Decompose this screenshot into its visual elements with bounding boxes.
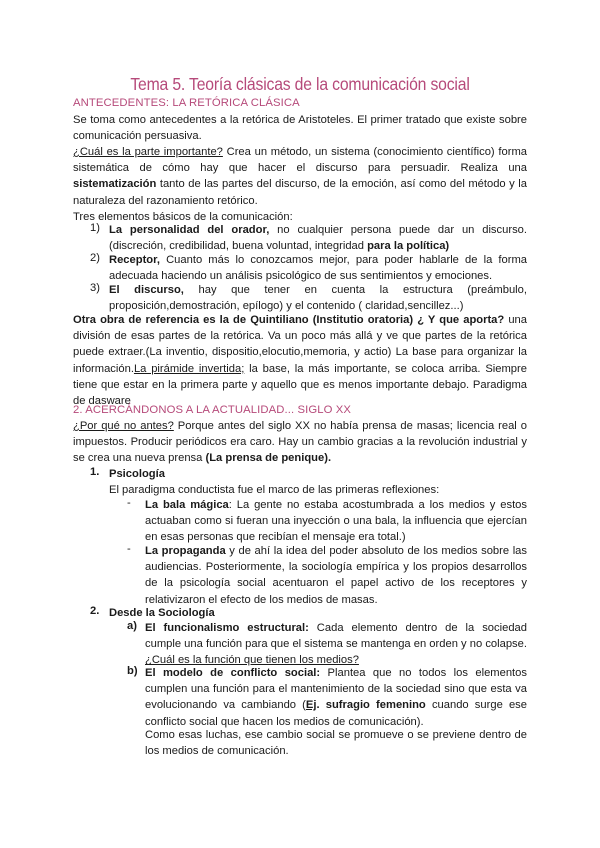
- list-item: El modelo de conflicto social: Plantea que no todos los elementos cumplen una función para el mantenimiento de la sociedad sino que esta va evolucionando va cambiando (Ej. sufragio femenino cuando surge ese conflicto social que hacen los medios de comunicación).: [145, 667, 527, 728]
- list-letter: a): [127, 620, 137, 632]
- list-item: La bala mágica: La gente no estaba acostumbrada a los medios y estos actuaban como si fueran una inyección o una bala, la influencia que ejercían en esas personas que recibían el mensaje era total.): [145, 499, 527, 544]
- list-number: 1): [90, 222, 100, 234]
- paragraph-intro: Se toma como antecedentes a la retórica de Aristoteles. El primer tratado que existe sobre comunicación persuasiva.: [73, 114, 527, 143]
- paragraph-parte-importante: ¿Cuál es la parte importante? Crea un método, un sistema (conocimiento científico) forma sistemática de cómo hay que hacer el discurso para persuadir. Realiza una sistematización tanto de las partes del discurso, de la emoción, así como del método y la naturaleza del razonamiento retórico.: [73, 146, 527, 207]
- paragraph-tres-elementos: Tres elementos básicos de la comunicación:: [73, 211, 293, 223]
- section-heading-antecedentes: ANTECEDENTES: LA RETÓRICA CLÁSICA: [73, 97, 300, 109]
- page-title: Tema 5. Teoría clásicas de la comunicación social: [130, 74, 470, 94]
- paragraph-luchas: Como esas luchas, ese cambio social se promueve o se previene dentro de los medios de comunicación.: [145, 729, 527, 758]
- list-item: La propaganda y de ahí la idea del poder absoluto de los medios sobre las audiencias. Posteriormente, la sociología empírica y los propios desarrollos de la psicología social acentuaron el papel activo de los receptores y relativizaron el efecto de los medios de masas.: [145, 545, 527, 606]
- list-number: 2.: [90, 605, 100, 617]
- list-item: La personalidad del orador, no cualquier persona puede dar un discurso. (discreción, credibilidad, buena voluntad, integridad para la política): [109, 224, 527, 253]
- paragraph-paradigma: El paradigma conductista fue el marco de las primeras reflexiones:: [109, 484, 440, 496]
- list-number: 2): [90, 252, 100, 264]
- subheading-psicologia: Psicología: [109, 468, 165, 480]
- subheading-sociologia: Desde la Sociología: [109, 607, 215, 619]
- list-number: 3): [90, 282, 100, 294]
- bullet-dash: -: [127, 543, 131, 555]
- list-letter: b): [127, 665, 138, 677]
- list-item: Receptor, Cuanto más lo conozcamos mejor, para poder hablarle de la forma adecuada haciendo un análisis psicológico de sus sentimientos y emociones.: [109, 254, 527, 283]
- list-number: 1.: [90, 466, 100, 478]
- paragraph-por-que: ¿Por qué no antes? Porque antes del siglo XX no había prensa de masas; licencia real o impuestos. Producir periódicos era caro. Hay un cambio gracias a la revolución industrial y se crea una nueva prensa (La prensa de penique).: [73, 420, 527, 465]
- paragraph-quintiliano: Otra obra de referencia es la de Quintiliano (Institutio oratoria) ¿ Y que aporta? una división de esas partes de la retórica. Va un poco más allá y ve que partes de la retórica puede extraer.(La inventio, dispositio,elocutio,memoria, y actio) La base para organizar la información.La pirámide invertida; la base, la más importante, se coloca arriba. Siempre tiene que estar en la primera parte y aquello que es menos importante debajo. Paradigma de dasware: [73, 314, 527, 408]
- section-heading-actualidad: 2. ACERCÁNDONOS A LA ACTUALIDAD... SIGLO XX: [73, 404, 352, 416]
- list-item: El discurso, hay que tener en cuenta la estructura (preámbulo, proposición,demostración, epílogo) y el contenido ( claridad,sencillez...): [109, 284, 528, 313]
- bullet-dash: -: [127, 497, 131, 509]
- list-item: El funcionalismo estructural: Cada elemento dentro de la sociedad cumple una función para que el sistema se mantenga en orden y no colapse. ¿Cuál es la función que tienen los medios?: [145, 622, 527, 667]
